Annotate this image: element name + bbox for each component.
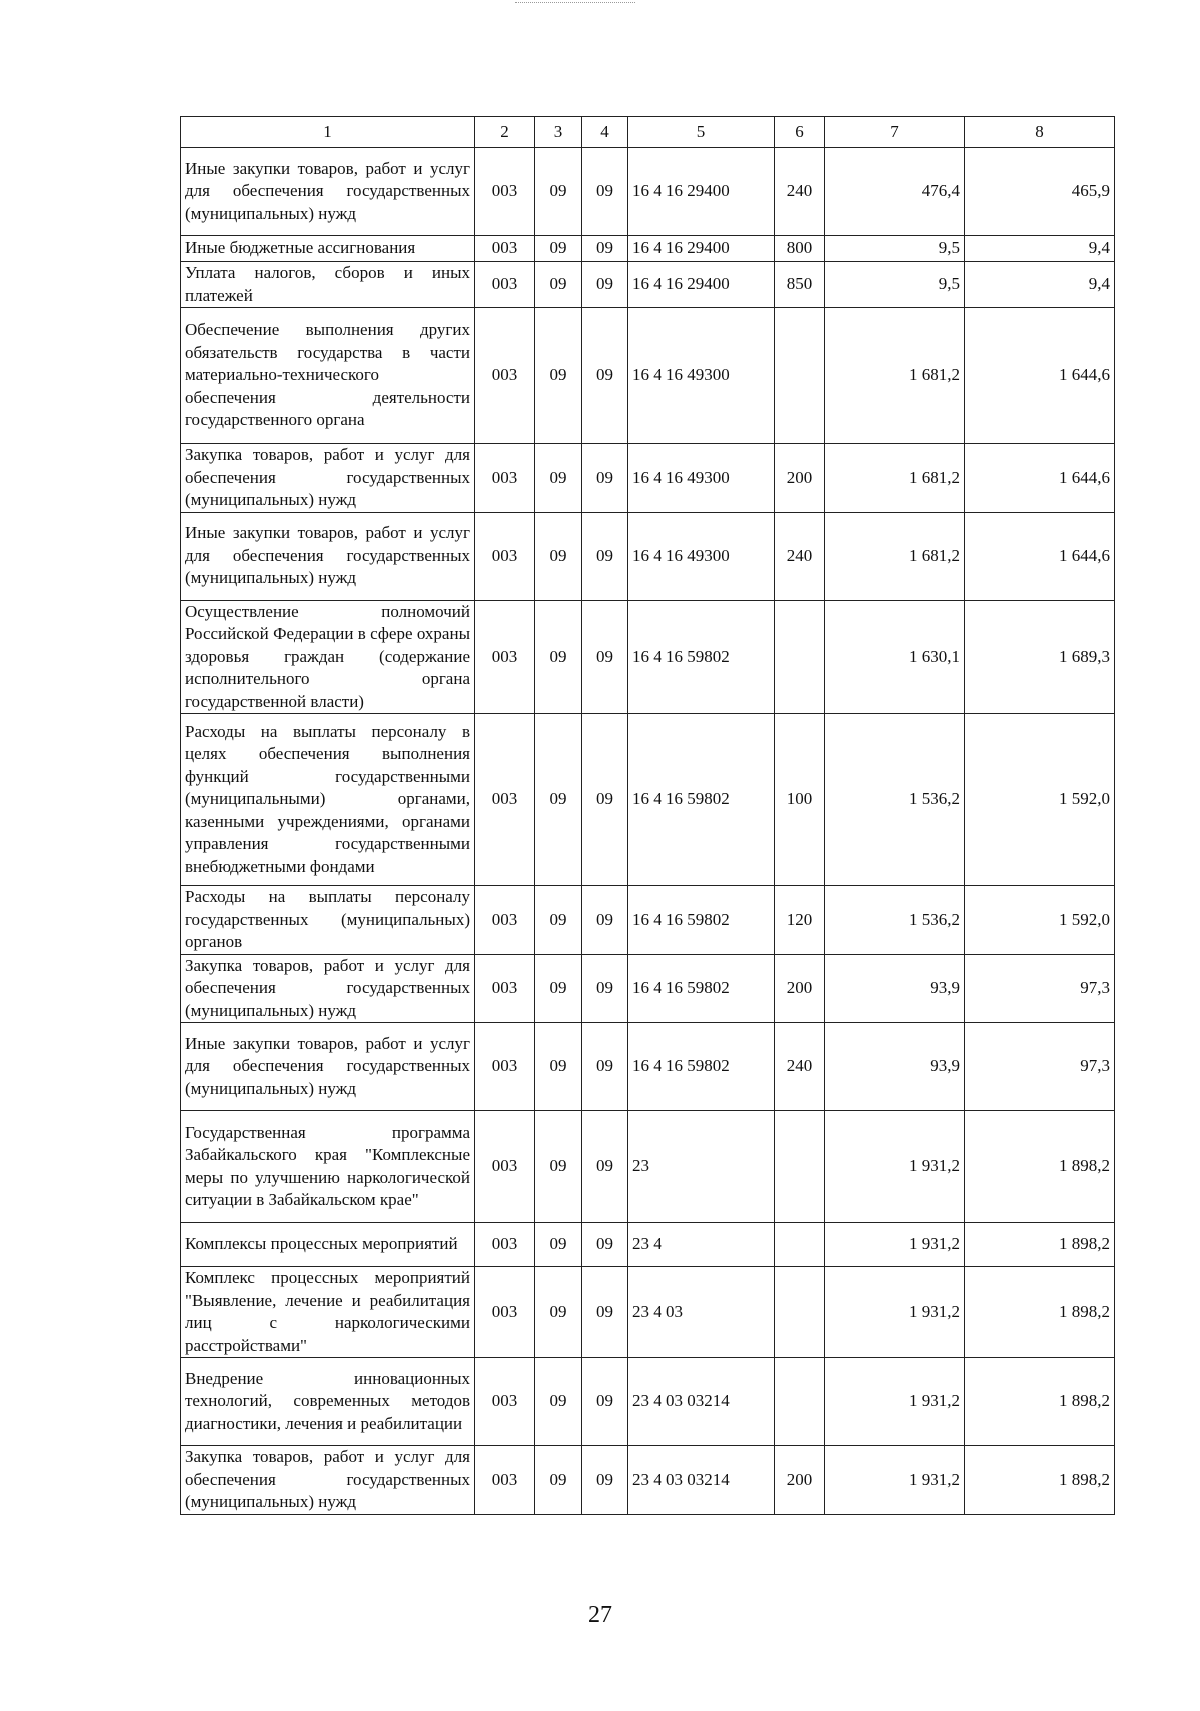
row-col-4: 09 <box>582 886 628 955</box>
row-col-2: 003 <box>475 236 535 262</box>
row-col-5: 16 4 16 59802 <box>628 886 775 955</box>
table-row <box>181 236 1115 262</box>
row-col-2: 003 <box>475 262 535 308</box>
row-col-3: 09 <box>535 148 582 236</box>
row-col-2: 003 <box>475 444 535 513</box>
row-col-4: 09 <box>582 714 628 886</box>
row-col-2: 003 <box>475 714 535 886</box>
row-col-6 <box>775 1267 825 1358</box>
table-row <box>181 262 1115 308</box>
row-name: Расходы на выплаты персоналу в целях обеспечения выполнения функций государственными (муниципальными) органами, казенными учреждениями, органами управления государственными внебюджетными фондами <box>181 714 475 886</box>
row-col-2: 003 <box>475 886 535 955</box>
row-col-8: 1 592,0 <box>965 714 1115 886</box>
row-col-3: 09 <box>535 1358 582 1446</box>
row-col-6: 850 <box>775 262 825 308</box>
row-col-8: 97,3 <box>965 954 1115 1023</box>
table-row <box>181 512 1115 600</box>
table-row <box>181 1023 1115 1111</box>
row-col-3: 09 <box>535 444 582 513</box>
row-col-6 <box>775 1223 825 1267</box>
row-name: Расходы на выплаты персоналу государственных (муниципальных) органов <box>181 886 475 955</box>
row-name: Государственная программа Забайкальского края "Комплексные меры по улучшению наркологической ситуации в Забайкальском крае" <box>181 1111 475 1223</box>
row-name: Иные бюджетные ассигнования <box>181 236 475 262</box>
row-col-3: 09 <box>535 714 582 886</box>
header-cell-8: 8 <box>965 117 1115 148</box>
row-col-3: 09 <box>535 308 582 444</box>
row-col-6: 100 <box>775 714 825 886</box>
row-col-7: 93,9 <box>825 954 965 1023</box>
row-col-5: 23 4 03 <box>628 1267 775 1358</box>
row-col-5: 16 4 16 29400 <box>628 236 775 262</box>
row-col-8: 1 644,6 <box>965 512 1115 600</box>
row-col-7: 1 931,2 <box>825 1223 965 1267</box>
row-col-3: 09 <box>535 512 582 600</box>
table-row <box>181 1446 1115 1515</box>
row-col-7: 1 931,2 <box>825 1267 965 1358</box>
row-name: Обеспечение выполнения других обязательств государства в части материально-технического обеспечения деятельности государственного органа <box>181 308 475 444</box>
row-col-2: 003 <box>475 148 535 236</box>
row-col-6 <box>775 600 825 714</box>
row-col-3: 09 <box>535 600 582 714</box>
row-col-8: 1 689,3 <box>965 600 1115 714</box>
row-name: Закупка товаров, работ и услуг для обеспечения государственных (муниципальных) нужд <box>181 954 475 1023</box>
row-col-4: 09 <box>582 1267 628 1358</box>
row-col-6 <box>775 308 825 444</box>
header-cell-2: 2 <box>475 117 535 148</box>
row-name: Осуществление полномочий Российской Федерации в сфере охраны здоровья граждан (содержание исполнительного органа государственной власти) <box>181 600 475 714</box>
row-col-8: 465,9 <box>965 148 1115 236</box>
row-col-5: 16 4 16 49300 <box>628 308 775 444</box>
row-col-8: 9,4 <box>965 236 1115 262</box>
row-col-6: 200 <box>775 444 825 513</box>
header-cell-3: 3 <box>535 117 582 148</box>
row-col-2: 003 <box>475 1111 535 1223</box>
header-cell-1: 1 <box>181 117 475 148</box>
row-col-3: 09 <box>535 1111 582 1223</box>
row-name: Иные закупки товаров, работ и услуг для обеспечения государственных (муниципальных) нужд <box>181 1023 475 1111</box>
row-col-3: 09 <box>535 262 582 308</box>
row-col-8: 1 592,0 <box>965 886 1115 955</box>
row-col-7: 1 681,2 <box>825 512 965 600</box>
row-col-5: 16 4 16 59802 <box>628 714 775 886</box>
header-cell-4: 4 <box>582 117 628 148</box>
row-col-5: 23 <box>628 1111 775 1223</box>
table-row <box>181 1358 1115 1446</box>
table-body <box>181 148 1115 1515</box>
row-col-7: 1 931,2 <box>825 1358 965 1446</box>
row-col-5: 23 4 03 03214 <box>628 1446 775 1515</box>
row-col-8: 1 644,6 <box>965 444 1115 513</box>
row-col-8: 97,3 <box>965 1023 1115 1111</box>
table-row <box>181 1267 1115 1358</box>
row-name: Комплексы процессных мероприятий <box>181 1223 475 1267</box>
table-row <box>181 1223 1115 1267</box>
row-col-8: 1 644,6 <box>965 308 1115 444</box>
row-col-8: 1 898,2 <box>965 1446 1115 1515</box>
header-cell-5: 5 <box>628 117 775 148</box>
row-col-2: 003 <box>475 1358 535 1446</box>
row-col-4: 09 <box>582 262 628 308</box>
row-col-4: 09 <box>582 236 628 262</box>
table-row <box>181 714 1115 886</box>
row-col-2: 003 <box>475 308 535 444</box>
row-col-5: 16 4 16 59802 <box>628 1023 775 1111</box>
row-col-4: 09 <box>582 148 628 236</box>
row-col-4: 09 <box>582 1358 628 1446</box>
row-col-7: 1 536,2 <box>825 714 965 886</box>
row-col-8: 1 898,2 <box>965 1223 1115 1267</box>
row-col-7: 9,5 <box>825 236 965 262</box>
row-col-7: 1 681,2 <box>825 308 965 444</box>
row-col-2: 003 <box>475 1023 535 1111</box>
row-name: Внедрение инновационных технологий, современных методов диагностики, лечения и реабилитации <box>181 1358 475 1446</box>
row-col-7: 476,4 <box>825 148 965 236</box>
row-col-5: 16 4 16 59802 <box>628 954 775 1023</box>
row-name: Закупка товаров, работ и услуг для обеспечения государственных (муниципальных) нужд <box>181 444 475 513</box>
row-col-7: 9,5 <box>825 262 965 308</box>
row-name: Комплекс процессных мероприятий "Выявление, лечение и реабилитация лиц с наркологическими расстройствами" <box>181 1267 475 1358</box>
row-col-5: 16 4 16 29400 <box>628 262 775 308</box>
row-col-4: 09 <box>582 1446 628 1515</box>
scan-artifact <box>515 2 635 5</box>
row-col-6: 200 <box>775 954 825 1023</box>
row-col-7: 1 536,2 <box>825 886 965 955</box>
budget-table <box>180 116 1115 1515</box>
table-header-row <box>181 117 1115 148</box>
table-row <box>181 1111 1115 1223</box>
table-row <box>181 886 1115 955</box>
table-row <box>181 444 1115 513</box>
row-col-8: 1 898,2 <box>965 1358 1115 1446</box>
row-col-4: 09 <box>582 444 628 513</box>
row-col-6: 240 <box>775 512 825 600</box>
row-col-8: 1 898,2 <box>965 1267 1115 1358</box>
row-col-5: 16 4 16 49300 <box>628 444 775 513</box>
header-cell-6: 6 <box>775 117 825 148</box>
row-col-3: 09 <box>535 1267 582 1358</box>
row-name: Иные закупки товаров, работ и услуг для обеспечения государственных (муниципальных) нужд <box>181 512 475 600</box>
row-col-7: 1 931,2 <box>825 1111 965 1223</box>
row-col-2: 003 <box>475 1267 535 1358</box>
row-col-7: 1 931,2 <box>825 1446 965 1515</box>
table-row <box>181 148 1115 236</box>
row-name: Закупка товаров, работ и услуг для обеспечения государственных (муниципальных) нужд <box>181 1446 475 1515</box>
row-col-7: 1 681,2 <box>825 444 965 513</box>
table-row <box>181 954 1115 1023</box>
row-col-5: 16 4 16 29400 <box>628 148 775 236</box>
row-col-5: 23 4 <box>628 1223 775 1267</box>
row-col-2: 003 <box>475 1446 535 1515</box>
row-col-8: 9,4 <box>965 262 1115 308</box>
row-col-5: 16 4 16 49300 <box>628 512 775 600</box>
row-col-6: 120 <box>775 886 825 955</box>
row-name: Уплата налогов, сборов и иных платежей <box>181 262 475 308</box>
row-col-2: 003 <box>475 1223 535 1267</box>
row-col-5: 23 4 03 03214 <box>628 1358 775 1446</box>
row-col-3: 09 <box>535 886 582 955</box>
row-col-3: 09 <box>535 1223 582 1267</box>
row-col-4: 09 <box>582 512 628 600</box>
row-col-7: 1 630,1 <box>825 600 965 714</box>
row-col-3: 09 <box>535 1023 582 1111</box>
row-col-5: 16 4 16 59802 <box>628 600 775 714</box>
row-col-6 <box>775 1111 825 1223</box>
row-col-2: 003 <box>475 954 535 1023</box>
row-col-3: 09 <box>535 236 582 262</box>
row-col-2: 003 <box>475 512 535 600</box>
row-col-3: 09 <box>535 954 582 1023</box>
row-col-4: 09 <box>582 1023 628 1111</box>
row-col-6 <box>775 1358 825 1446</box>
row-col-6: 800 <box>775 236 825 262</box>
table-row <box>181 600 1115 714</box>
row-col-4: 09 <box>582 1111 628 1223</box>
table-row <box>181 308 1115 444</box>
header-cell-7: 7 <box>825 117 965 148</box>
row-col-4: 09 <box>582 954 628 1023</box>
row-col-2: 003 <box>475 600 535 714</box>
row-col-4: 09 <box>582 308 628 444</box>
row-col-4: 09 <box>582 1223 628 1267</box>
row-name: Иные закупки товаров, работ и услуг для обеспечения государственных (муниципальных) нужд <box>181 148 475 236</box>
row-col-7: 93,9 <box>825 1023 965 1111</box>
row-col-3: 09 <box>535 1446 582 1515</box>
row-col-6: 240 <box>775 1023 825 1111</box>
row-col-4: 09 <box>582 600 628 714</box>
row-col-8: 1 898,2 <box>965 1111 1115 1223</box>
row-col-6: 200 <box>775 1446 825 1515</box>
row-col-6: 240 <box>775 148 825 236</box>
page-number: 27 <box>588 1602 612 1628</box>
